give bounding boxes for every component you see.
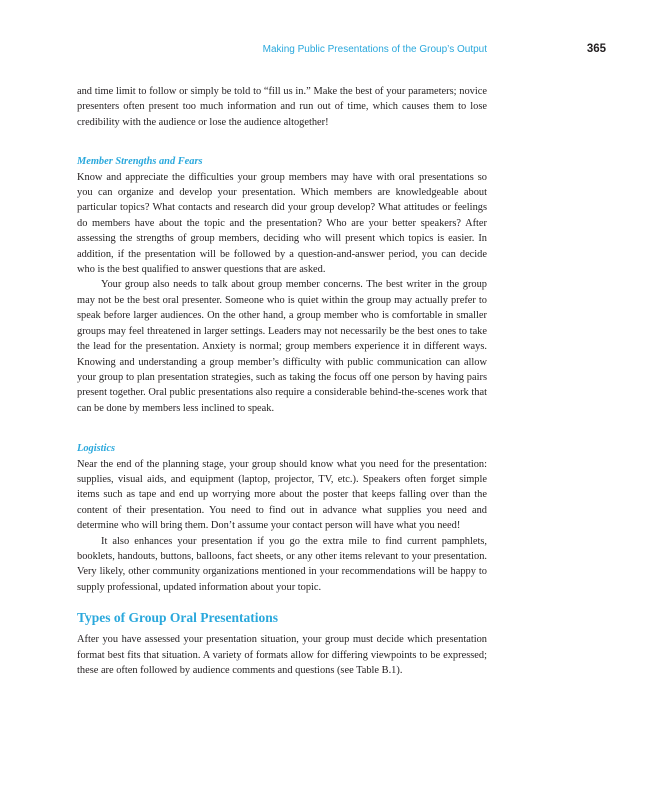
section-heading-member-strengths: Member Strengths and Fears — [77, 156, 203, 168]
page-body — [77, 84, 487, 678]
section2-paragraph1: Near the end of the planning stage, your group should know what you need for the presentation: supplies, visual aids, and equipment (laptop, projector, TV, etc.). Speakers often forget simple items such as tape and end up worrying more about the poster that keeps falling over than the content of their presentation. You need to find out in advance what supplies you need and determine who will bring them. Don’t assume your contact person will have what you need! — [77, 458, 487, 532]
running-head — [0, 44, 645, 58]
section-heading-logistics: Logistics — [77, 443, 116, 455]
section1-paragraph2: Your group also needs to talk about group member concerns. The best writer in the group may not be the best oral presenter. Someone who is quiet within the group may actually prefer to speak before larger audiences. On the other hand, a group member who is comfortable in smaller groups may feel threatened in larger settings. Leaders may not necessarily be the best ones to take the lead for the presentation. Anxiety is normal; group members experience it in different ways. Knowing and understanding a group member’s difficulty with public communication can allow your group to plan presentation strategies, such as taking the focus off one person by having pairs present together. Oral public presentations also require a considerable behind-the-scenes work that can be done by members less inclined to speak. — [77, 279, 487, 414]
page-number: 365 — [586, 43, 606, 55]
running-title: Making Public Presentations of the Group’s Output — [262, 44, 487, 55]
section-heading-types-of-presentations: Types of Group Oral Presentations — [77, 610, 279, 626]
section2-paragraph2: It also enhances your presentation if you go the extra mile to find current pamphlets, booklets, handouts, buttons, balloons, fact sheets, or any other items relevant to your presentation. Very likely, other community organizations mentioned in your recommendations will be happy to supply professional, updated information about your topic. — [77, 535, 487, 593]
intro-paragraph: and time limit to follow or simply be told to “fill us in.” Make the best of your parameters; novice presenters often present too much information and run out of time, which causes them to lose credibility with the audience or lose the audience altogether! — [77, 86, 487, 128]
section3-paragraph1: After you have assessed your presentation situation, your group must decide which presentation format best fits that situation. A variety of formats allow for differing viewpoints to be expressed; these are often followed by audience comments and questions (see Table B.1). — [77, 634, 487, 676]
section1-paragraph1: Know and appreciate the difficulties your group members may have with oral presentations so you can organize and develop your presentation. Which members are knowledgeable about particular topics? What contacts and research did your group develop? What attitudes or feelings do members have about the topic and the presentation? Who are your better speakers? After assessing the strengths of group members, deciding who will present which topics is easier. In addition, if the presentation will be followed by a question-and-answer period, you can decide who is the best qualified to answer questions that are asked. — [77, 171, 487, 276]
